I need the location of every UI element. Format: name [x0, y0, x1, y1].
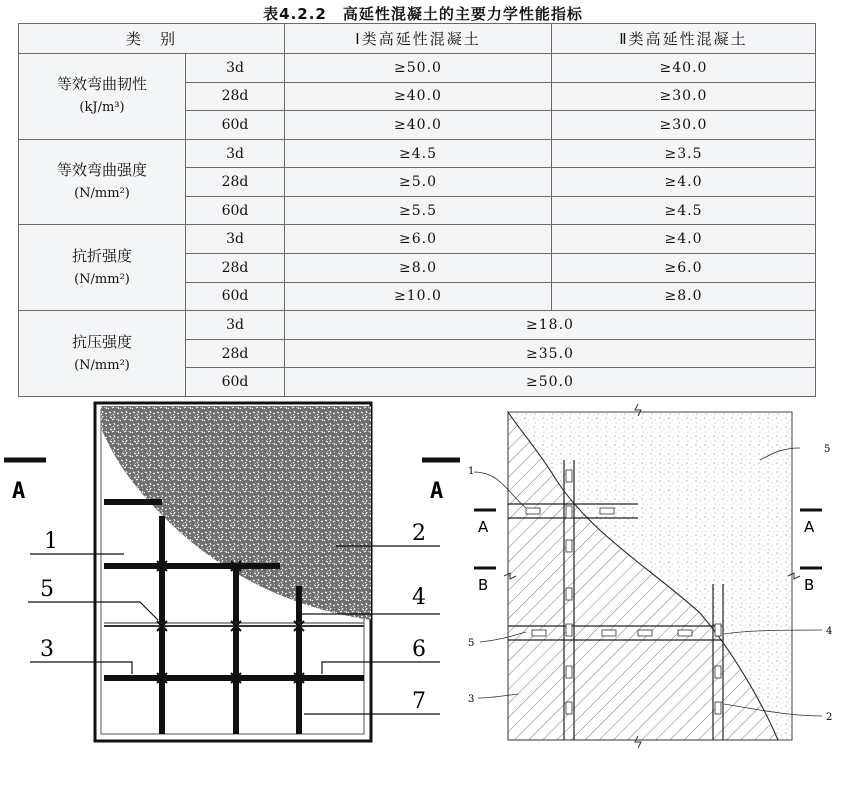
- category-unit: (N/mm²): [74, 271, 130, 287]
- table-row: [19, 225, 816, 254]
- category-cell: [19, 311, 186, 397]
- class-2-value-cell: ≥30.0: [552, 111, 816, 140]
- age-cell: 28d: [186, 254, 285, 283]
- callout-2: 2: [412, 521, 426, 546]
- header-class-1: Ⅰ类高延性混凝土: [285, 24, 552, 54]
- callout-1: 1: [44, 529, 58, 554]
- age-cell: 3d: [186, 54, 285, 83]
- svg-text:A: A: [478, 518, 489, 536]
- age-cell: 28d: [186, 168, 285, 197]
- table-row: [19, 311, 816, 340]
- category-name: 等效弯曲强度: [56, 161, 147, 180]
- table-row: [19, 139, 816, 168]
- table-header-row: [19, 24, 816, 54]
- callout-r-1: 1: [468, 466, 475, 477]
- svg-text:B: B: [804, 576, 815, 594]
- table-row: [19, 54, 816, 83]
- merged-value-cell: ≥18.0: [285, 311, 816, 340]
- left-reinforcement-diagram: [0, 398, 460, 748]
- class-2-value-cell: ≥3.5: [552, 139, 816, 168]
- age-cell: 60d: [186, 111, 285, 140]
- category-name: 等效弯曲韧性: [56, 75, 147, 94]
- class-2-value-cell: ≥30.0: [552, 82, 816, 111]
- merged-value-cell: ≥35.0: [285, 339, 816, 368]
- class-2-value-cell: ≥40.0: [552, 54, 816, 83]
- class-2-value-cell: ≥8.0: [552, 282, 816, 311]
- category-cell: [19, 54, 186, 140]
- table-title: 表4.2.2 高延性混凝土的主要力学性能指标: [263, 5, 583, 23]
- class-1-value-cell: ≥4.5: [285, 139, 552, 168]
- category-unit: (N/mm²): [74, 186, 130, 202]
- callout-r-2: 2: [826, 712, 833, 723]
- class-1-value-cell: ≥50.0: [285, 54, 552, 83]
- class-2-value-cell: ≥4.0: [552, 168, 816, 197]
- section-mark-left: [4, 460, 46, 504]
- category-unit: (kJ/m³): [79, 100, 125, 116]
- class-1-value-cell: ≥8.0: [285, 254, 552, 283]
- age-cell: 3d: [186, 139, 285, 168]
- category-name: 抗折强度: [71, 246, 132, 265]
- category-name: 抗压强度: [71, 332, 132, 351]
- header-category: 类 别: [19, 24, 285, 54]
- callout-r-5-top: 5: [824, 444, 831, 455]
- callout-7: 7: [412, 689, 426, 714]
- age-cell: 60d: [186, 368, 285, 397]
- class-1-value-cell: ≥40.0: [285, 82, 552, 111]
- callout-r-4: 4: [826, 626, 833, 637]
- callout-r-5: 5: [468, 638, 475, 649]
- class-1-value-cell: ≥6.0: [285, 225, 552, 254]
- class-2-value-cell: ≥4.5: [552, 196, 816, 225]
- callout-4: 4: [412, 585, 426, 610]
- class-1-value-cell: ≥5.0: [285, 168, 552, 197]
- class-1-value-cell: ≥40.0: [285, 111, 552, 140]
- age-cell: 28d: [186, 82, 285, 111]
- svg-text:A: A: [12, 479, 26, 504]
- callout-3: 3: [40, 637, 54, 662]
- class-1-value-cell: ≥5.5: [285, 196, 552, 225]
- merged-value-cell: ≥50.0: [285, 368, 816, 397]
- age-cell: 60d: [186, 196, 285, 225]
- callout-r-3: 3: [468, 694, 475, 705]
- age-cell: 28d: [186, 339, 285, 368]
- header-class-2: Ⅱ类高延性混凝土: [552, 24, 816, 54]
- age-cell: 60d: [186, 282, 285, 311]
- svg-text:A: A: [430, 479, 444, 504]
- class-2-value-cell: ≥6.0: [552, 254, 816, 283]
- age-cell: 3d: [186, 311, 285, 340]
- category-unit: (N/mm²): [74, 357, 130, 373]
- callout-5: 5: [40, 577, 54, 602]
- category-cell: [19, 225, 186, 311]
- class-1-value-cell: ≥10.0: [285, 282, 552, 311]
- age-cell: 3d: [186, 225, 285, 254]
- callout-6: 6: [412, 637, 426, 662]
- svg-text:B: B: [478, 576, 489, 594]
- svg-text:A: A: [804, 518, 815, 536]
- class-2-value-cell: ≥4.0: [552, 225, 816, 254]
- right-reinforcement-diagram: [460, 398, 846, 752]
- section-mark-right: [422, 460, 460, 504]
- properties-table: [18, 23, 816, 397]
- category-cell: [19, 139, 186, 225]
